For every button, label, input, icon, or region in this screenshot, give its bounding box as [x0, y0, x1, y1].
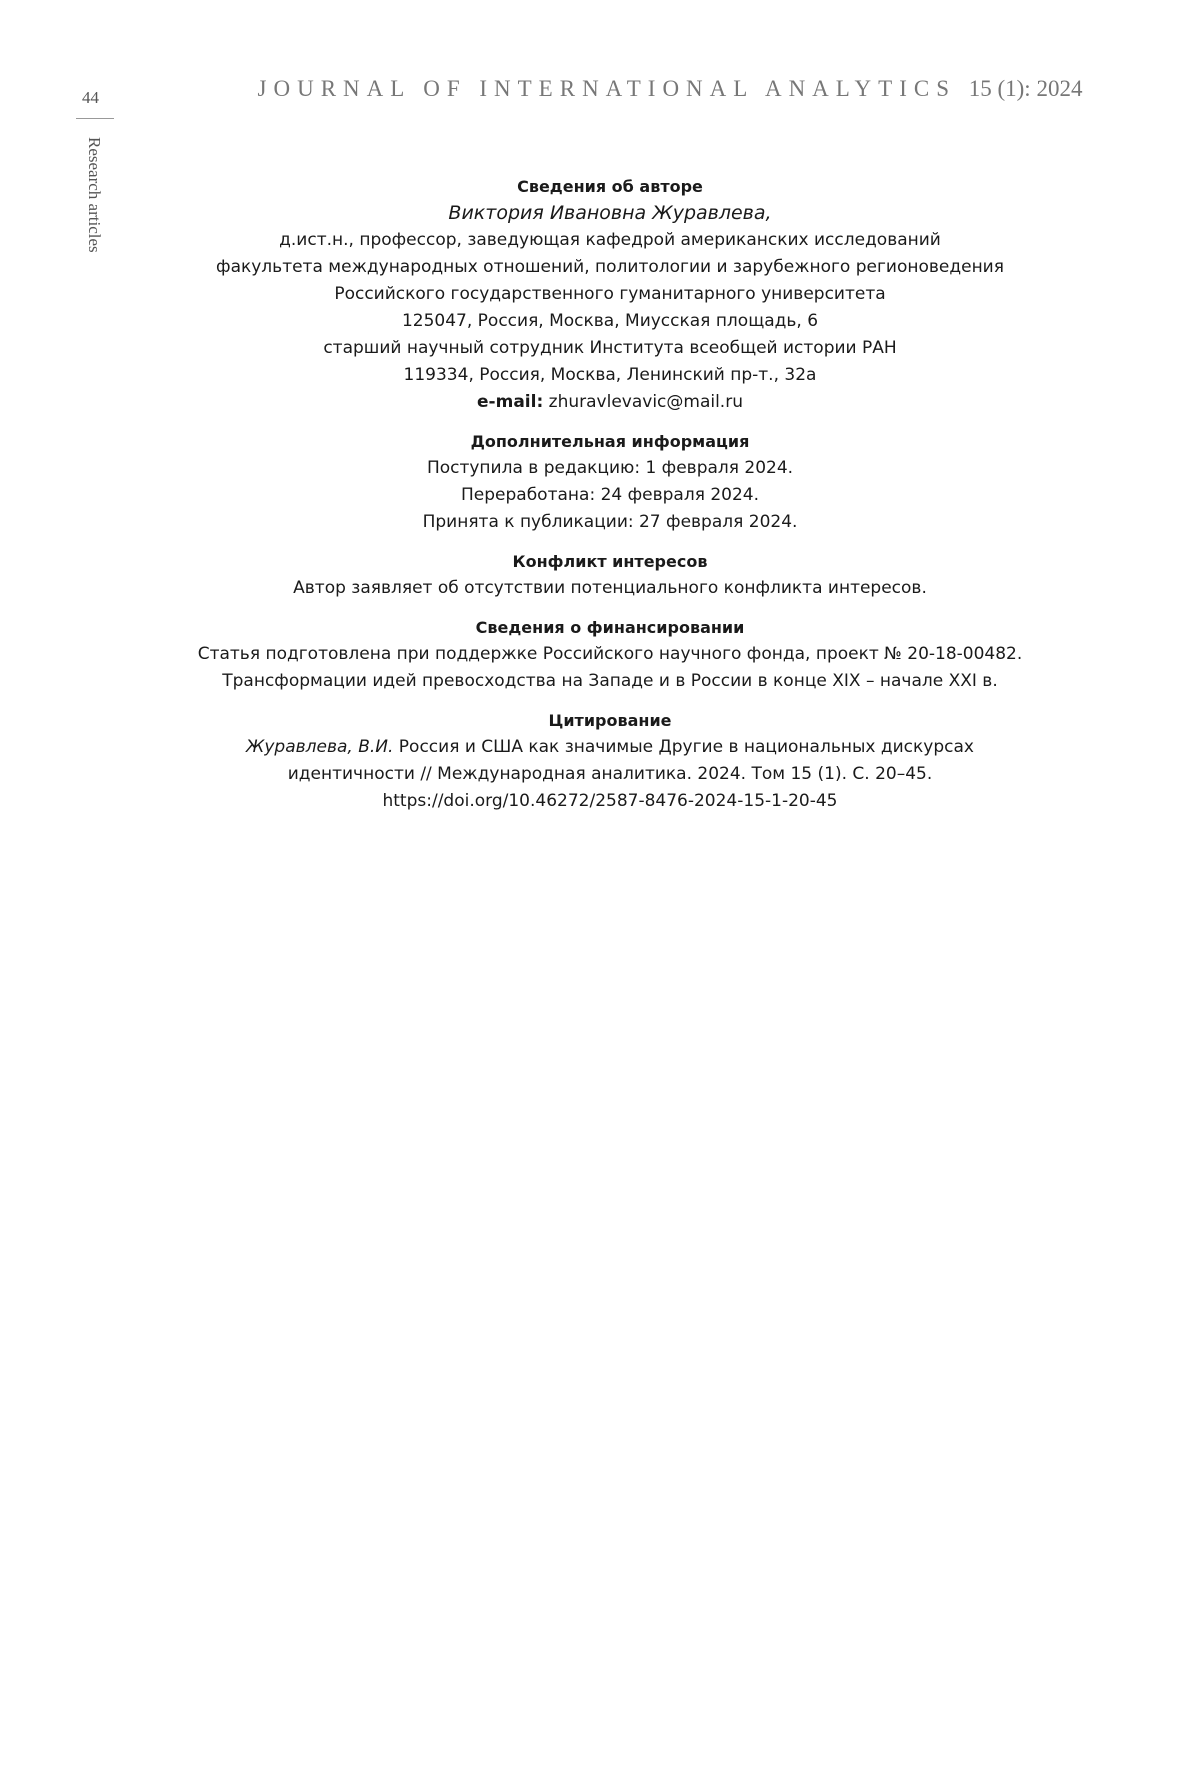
author-info-line: 119334, Россия, Москва, Ленинский пр-т., 32а: [403, 365, 817, 385]
page-number: 44: [82, 88, 99, 107]
funding-line: Статья подготовлена при поддержке Российского научного фонда, проект № 20-18-00482.: [197, 644, 1023, 664]
accepted-date: Принята к публикации: 27 февраля 2024.: [422, 512, 798, 532]
section-side-label: Research articles: [85, 137, 104, 253]
citation-section: [140, 707, 1080, 815]
author-info-line: старший научный сотрудник Института всеобщей истории РАН: [323, 338, 897, 358]
author-info-section: [140, 173, 1080, 416]
received-date: Поступила в редакцию: 1 февраля 2024.: [426, 458, 794, 478]
author-info-line: 125047, Россия, Москва, Миусская площадь, 6: [401, 311, 819, 331]
citation-author: Журавлева, В.И.: [246, 737, 394, 757]
author-info-line: д.ист.н., профессор, заведующая кафедрой американских исследований: [279, 230, 941, 250]
citation-line: идентичности // Международная аналитика. 2024. Том 15 (1). С. 20–45.: [287, 764, 933, 784]
conflict-title: Конфликт интересов: [512, 552, 708, 571]
author-name: Виктория Ивановна Журавлева,: [448, 202, 772, 224]
side-divider: [76, 118, 114, 119]
article-metadata: [140, 173, 1080, 827]
citation-line: [140, 734, 1080, 761]
citation-doi-link[interactable]: https://doi.org/10.46272/2587-8476-2024-15-1-20-45: [382, 791, 838, 811]
citation-title-text: Россия и США как значимые Другие в национальных дискурсах: [393, 737, 974, 757]
revised-date: Переработана: 24 февраля 2024.: [461, 485, 759, 505]
conflict-statement: Автор заявляет об отсутствии потенциального конфликта интересов.: [293, 578, 927, 598]
author-info-line: Российского государственного гуманитарного университета: [334, 284, 886, 304]
journal-running-header: [140, 76, 1200, 102]
additional-info-title: Дополнительная информация: [470, 432, 750, 451]
citation-title: Цитирование: [548, 711, 672, 730]
author-info-line: факультета международных отношений, политологии и зарубежного регионоведения: [216, 257, 1004, 277]
author-email-line: [140, 389, 1080, 416]
author-info-title: Сведения об авторе: [517, 177, 703, 196]
journal-title: JOURNAL OF INTERNATIONAL ANALYTICS: [257, 76, 956, 101]
funding-line: Трансформации идей превосходства на Западе и в России в конце XIX – начале XXI в.: [222, 671, 998, 691]
funding-title: Сведения о финансировании: [475, 618, 745, 637]
conflict-section: [140, 548, 1080, 602]
email-address[interactable]: zhuravlevavic@mail.ru: [548, 392, 743, 412]
email-label: e-mail:: [477, 392, 544, 412]
additional-info-section: [140, 428, 1080, 536]
journal-issue: 15 (1): 2024: [968, 76, 1083, 101]
funding-section: [140, 614, 1080, 695]
